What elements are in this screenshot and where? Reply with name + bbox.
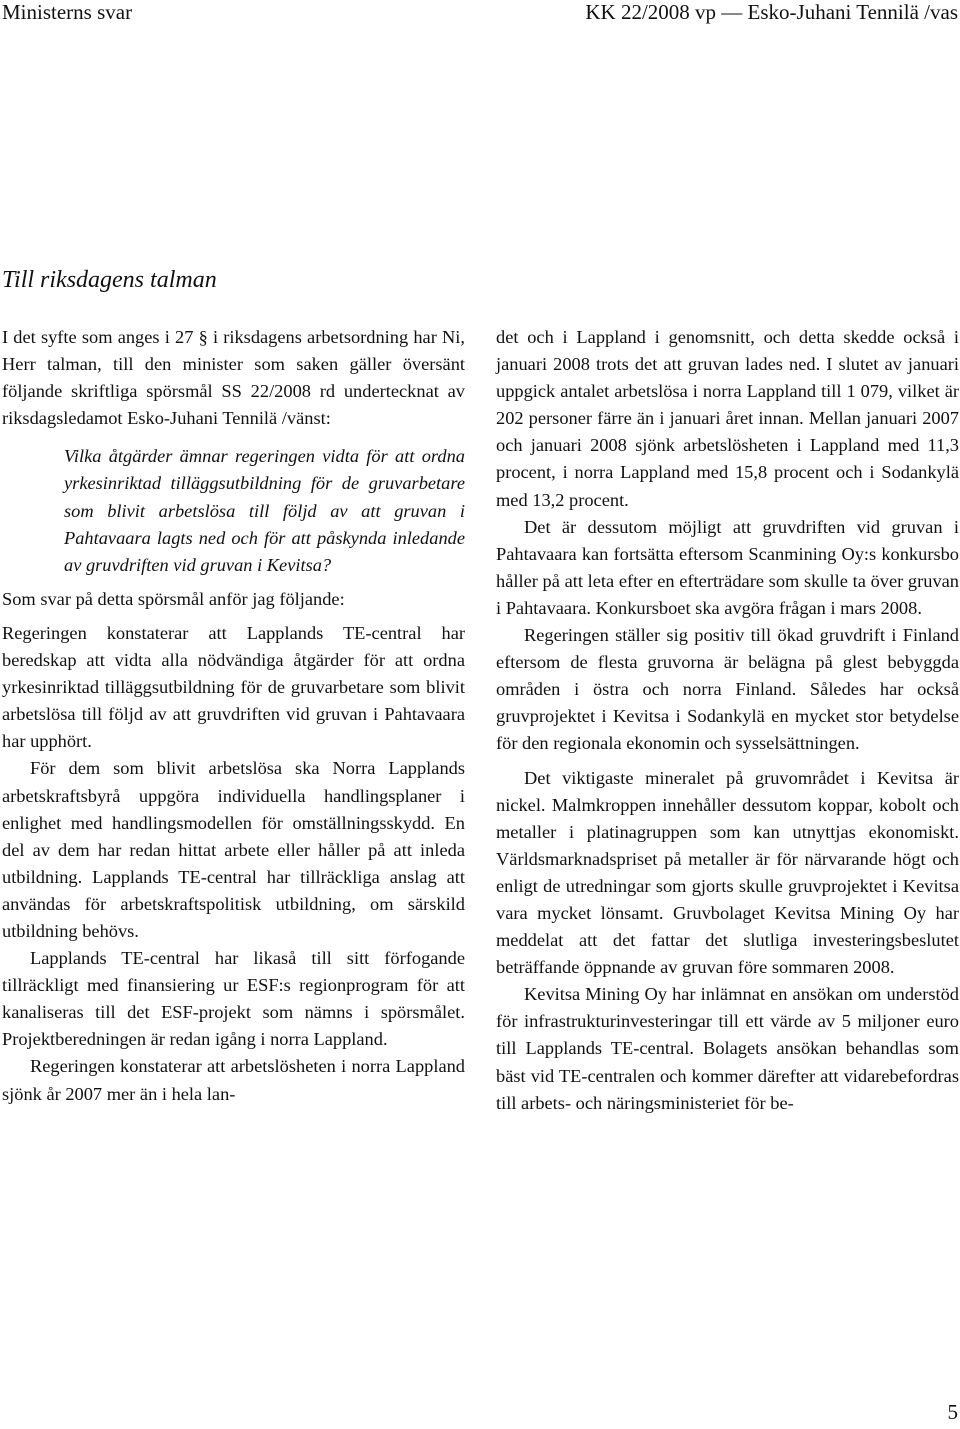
answer-paragraph-5: det och i Lappland i genomsnitt, och detta skedde också i januari 2008 trots det att gruvan lades ned. I slutet av januari uppgick antalet arbetslösa i norra Lappland till 1 079, vilket är 202 personer färre än i januari året innan. Mellan januari 2007 och januari 2008 sjönk arbetslösheten i Lappland med 11,3 procent, i norra Lappland med 15,8 procent och i Sodankylä med 13,2 procent.: [496, 327, 959, 510]
running-header-left: Ministerns svar: [2, 0, 133, 24]
right-column: [496, 324, 959, 1117]
running-header-right: KK 22/2008 vp — Esko-Juhani Tennilä /vas: [585, 0, 958, 24]
answer-paragraph-1: Regeringen konstaterar att Lapplands TE-central har beredskap att vidta alla nödvändiga åtgärder för att ordna yrkesinriktad tilläggsutbildning för de gruvarbetare som blivit arbetslösa till följd av att gruvdriften vid gruvan i Pahtavaara har upphört.: [2, 622, 465, 752]
answer-paragraph-7: Regeringen ställer sig positiv till ökad gruvdrift i Finland eftersom de flesta gruvorna är belägna på glest bebyggda områden i östra och norra Finland. Således har också gruvprojektet i Kevitsa i Sodankylä en mycket stor betydelse för den regionala ekonomin och sysselsättningen.: [496, 625, 959, 754]
intro-paragraph: I det syfte som anges i 27 § i riksdagens arbetsordning har Ni, Herr talman, till den minister som saken gäller översänt följande skriftliga spörsmål SS 22/2008 rd undertecknat av riksdagsledamot Esko-Juhani Tennilä /vänst:: [2, 327, 465, 429]
answer-paragraph-9: Kevitsa Mining Oy har inlämnat en ansökan om understöd för infrastrukturinvesteringar till ett värde av 5 miljoner euro till Lapplands TE-central. Bolagets ansökan behandlas som bäst vid TE-centralen och kommer därefter att vidarebefordras till arbets- och näringsministeriet för be-: [496, 984, 959, 1113]
answer-paragraph-8: Det viktigaste mineralet på gruvområdet i Kevitsa är nickel. Malmkroppen innehåller dessutom koppar, kobolt och metaller i platinagruppen som kan utnyttjas ekonomiskt. Världsmarknadspriset på metaller är för närvarande högt och enligt de utredningar som gjorts skulle gruvprojektet i Kevitsa vara mycket lönsamt. Gruvbolaget Kevitsa Mining Oy har meddelat att det fattar det slutliga investeringsbeslutet beträffande öppnande av gruvan före sommaren 2008.: [496, 767, 959, 978]
document-title: Till riksdagens talman: [2, 267, 217, 293]
answer-paragraph-3: Lapplands TE-central har likaså till sitt förfogande tillräckligt med finansiering ur ESF:s regionprogram för att kanaliseras till det ESF-projekt som nämns i spörsmålet. Projektberedningen är redan igång i norra Lappland.: [2, 948, 465, 1050]
answer-lead: Som svar på detta spörsmål anför jag följande:: [2, 588, 345, 609]
left-column: [2, 324, 465, 1108]
page-number: 5: [947, 1400, 958, 1424]
answer-paragraph-2: För dem som blivit arbetslösa ska Norra Lapplands arbetskraftsbyrå uppgöra individuella handlingsplaner i enlighet med handlingsmodellen för omställningsskydd. En del av dem har redan hittat arbete eller håller på att inleda utbildning. Lapplands TE-central har tillräckliga anslag att användas för arbetskraftspolitisk utbildning, om särskild utbildning behövs.: [2, 758, 465, 941]
answer-paragraph-4: Regeringen konstaterar att arbetslösheten i norra Lappland sjönk år 2007 mer än i hela lan-: [2, 1056, 465, 1104]
answer-paragraph-6: Det är dessutom möjligt att gruvdriften vid gruvan i Pahtavaara kan fortsätta eftersom Scanmining Oy:s konkursbo håller på att leta efter en efterträdare som skulle ta över gruvan i Pahtavaara. Konkursboet ska avgöra frågan i mars 2008.: [496, 516, 959, 618]
question-quote: Vilka åtgärder ämnar regeringen vidta för att ordna yrkesinriktad tilläggsutbildning för de gruvarbetare som blivit arbetslösa till följd av att gruvan i Pahtavaara lagts ned och för att påskynda inledande av gruvdriften vid gruvan i Kevitsa?: [64, 446, 465, 575]
